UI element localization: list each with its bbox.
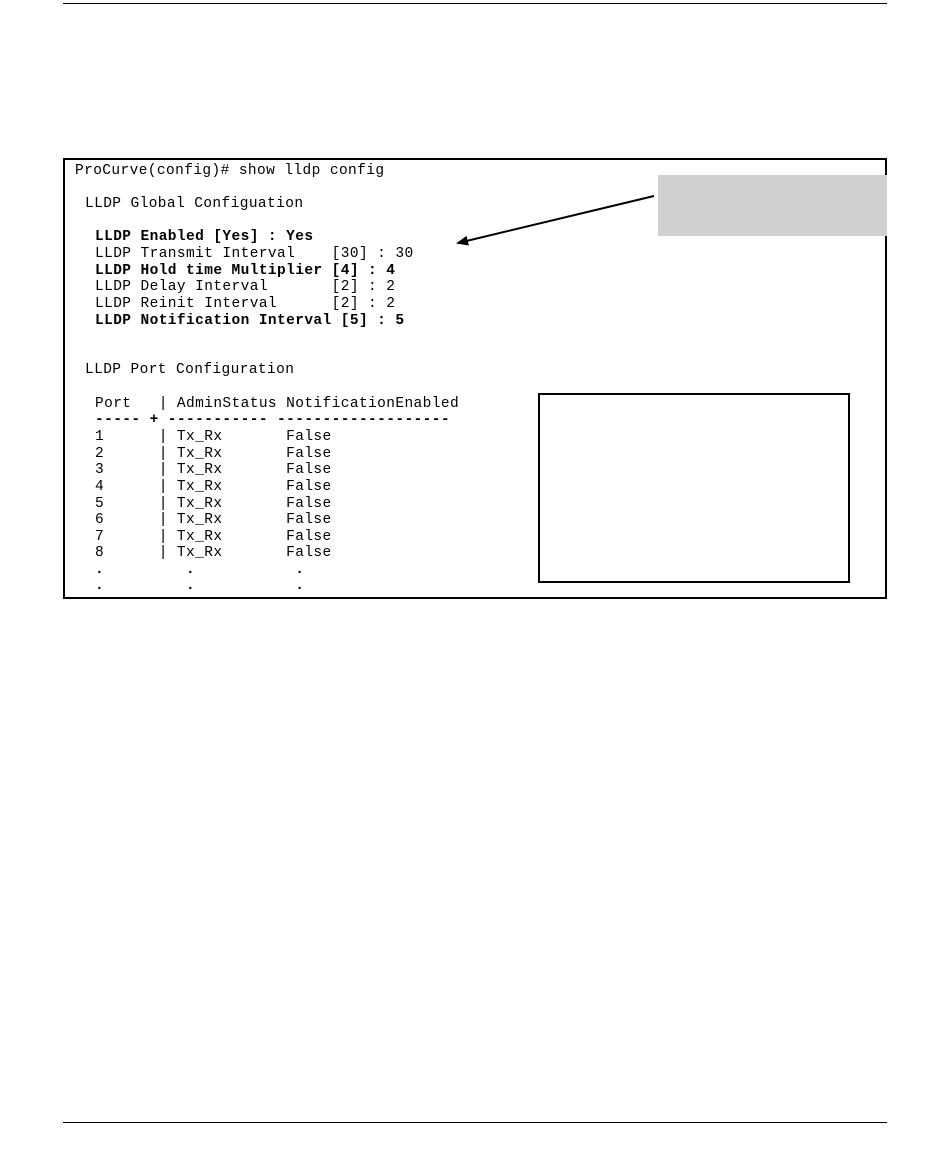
table-row: 8 | Tx_Rx False [95, 545, 332, 561]
setting-transmit-interval: LLDP Transmit Interval [30] : 30 [95, 246, 414, 262]
table-ellipsis-row: . . . [95, 562, 305, 578]
port-table-separator: ----- + ----------- ------------------- [95, 412, 450, 428]
table-row: 2 | Tx_Rx False [95, 446, 332, 462]
table-ellipsis-row: . . . [95, 578, 305, 594]
port-config-heading: LLDP Port Configuration [85, 362, 295, 378]
page-bottom-rule [63, 1122, 887, 1123]
port-table-header: Port | AdminStatus NotificationEnabled [95, 396, 460, 412]
table-row: 6 | Tx_Rx False [95, 512, 332, 528]
page-top-rule [63, 3, 887, 4]
setting-delay-interval: LLDP Delay Interval [2] : 2 [95, 279, 396, 295]
table-row: 4 | Tx_Rx False [95, 479, 332, 495]
table-row: 1 | Tx_Rx False [95, 429, 332, 445]
command-line: ProCurve(config)# show lldp config [75, 163, 385, 179]
callout-gray-box [658, 175, 887, 236]
table-row: 7 | Tx_Rx False [95, 529, 332, 545]
callout-outline-box [538, 393, 850, 583]
setting-notification-interval: LLDP Notification Interval [5] : 5 [95, 313, 405, 329]
global-config-heading: LLDP Global Configuation [85, 196, 304, 212]
setting-lldp-enabled: LLDP Enabled [Yes] : Yes [95, 229, 314, 245]
table-row: 3 | Tx_Rx False [95, 462, 332, 478]
setting-reinit-interval: LLDP Reinit Interval [2] : 2 [95, 296, 396, 312]
setting-hold-time-multiplier: LLDP Hold time Multiplier [4] : 4 [95, 263, 396, 279]
table-row: 5 | Tx_Rx False [95, 496, 332, 512]
